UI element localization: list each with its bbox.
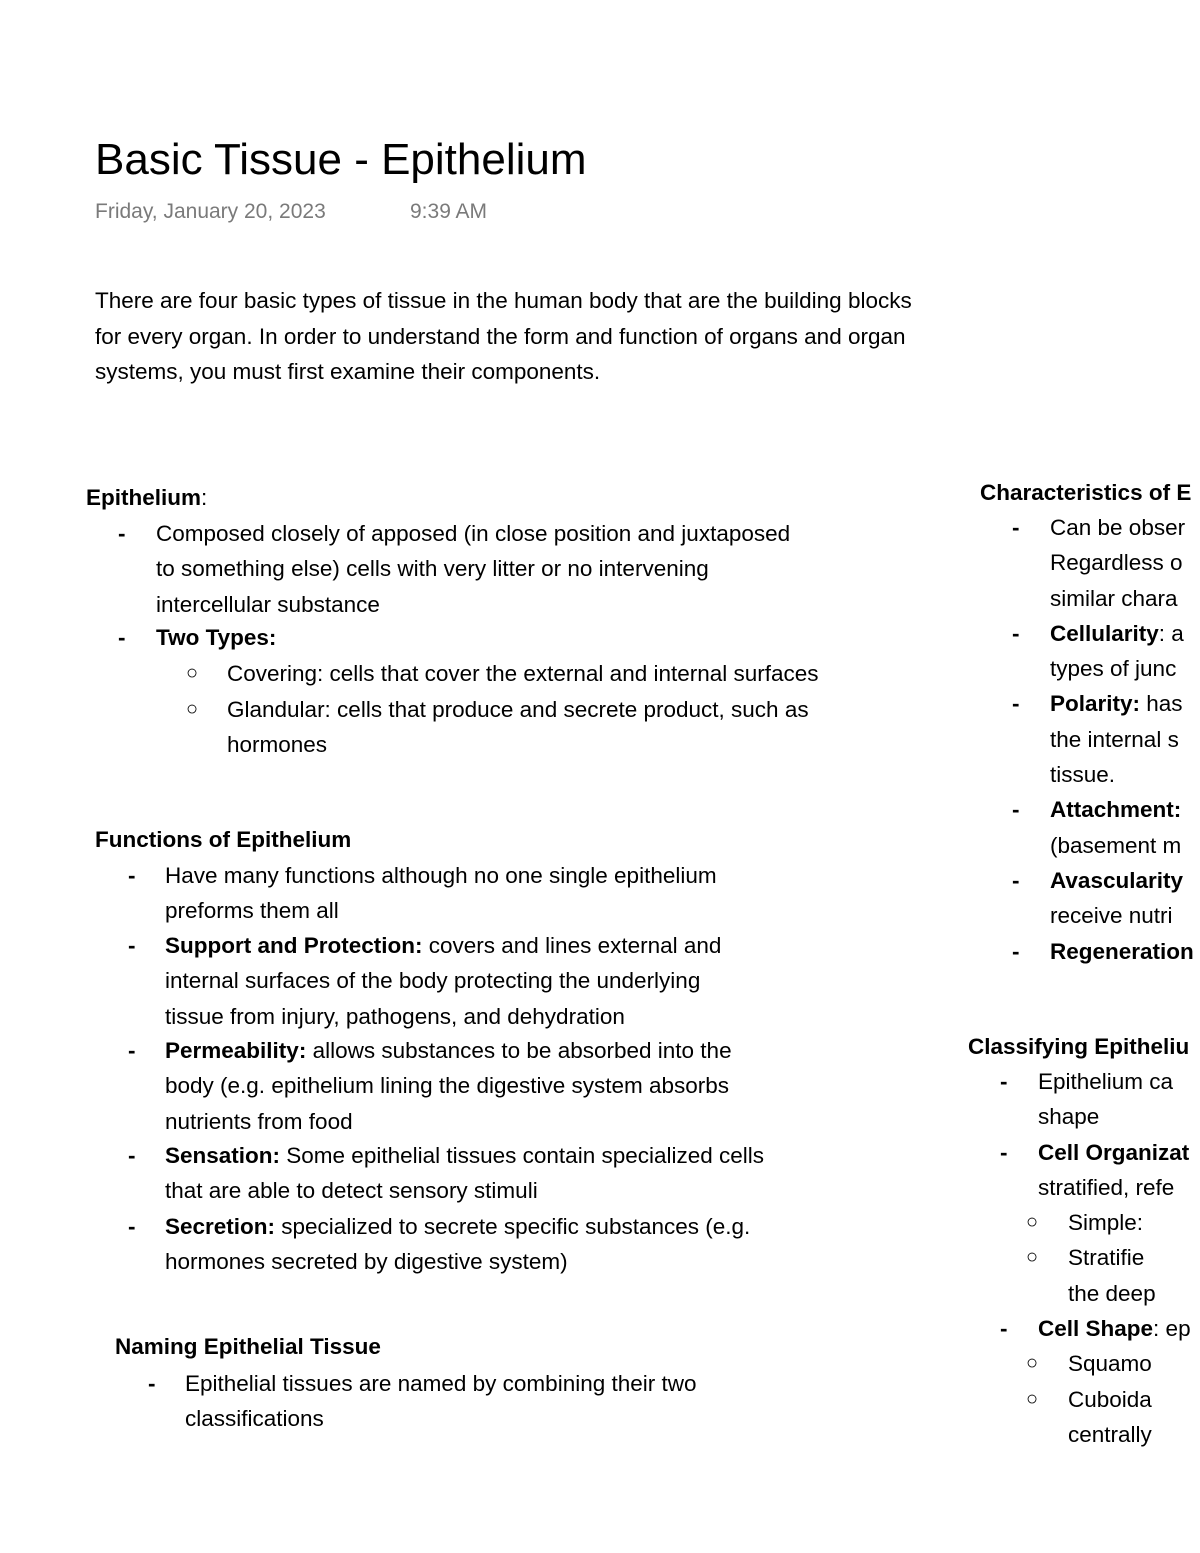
function-item: - Secretion: specialized to secrete specific substances (e.g. hormones secreted by digestive system) <box>128 1209 750 1280</box>
bullet-dash: - <box>128 933 136 958</box>
epithelium-item-2: - Two Types: <box>118 620 276 655</box>
bullet-dash: - <box>128 863 136 888</box>
bullet-dash: - <box>128 1214 136 1239</box>
intro-paragraph: There are four basic types of tissue in the human body that are the building blocks for every organ. In order to understand the form and function of organs and organ systems, you must first examine their components. <box>95 288 912 384</box>
function-item: - Support and Protection: covers and lines external and internal surfaces of the body protecting the underlying tissue from injury, pathogens, and dehydration <box>128 928 721 1034</box>
page-title: Basic Tissue - Epithelium <box>95 135 587 184</box>
bullet-dash: - <box>118 625 126 650</box>
epithelium-heading: Epithelium: <box>86 485 208 510</box>
naming-item: - Epithelial tissues are named by combining their two classifications <box>148 1366 697 1437</box>
function-item: - Have many functions although no one single epithelium preforms them all <box>128 858 717 929</box>
epithelium-item-1: - Composed closely of apposed (in close position and juxtaposed to something else) cells with very litter or no intervening intercellular substance <box>118 516 790 622</box>
classifying-list: - Epithelium ca shape - Cell Organizat stratified, refe ○ Simple: ○ Stratifie the deep - Cell Shape: ep ○ Squamo ○ Cuboida centrally <box>1000 1069 1191 1447</box>
bullet-dash: - <box>118 521 126 546</box>
page-date: Friday, January 20, 2023 <box>95 200 326 223</box>
classifying-heading: Classifying Epitheliu <box>968 1034 1190 1059</box>
characteristics-list: - Can be obser Regardless o similar chara - Cellularity: a types of junc - Polarity: has the internal s tissue. - Attachment: (basement m - Avascularity receive nutri - Regeneration <box>1012 515 1194 964</box>
page-time: 9:39 AM <box>410 200 488 223</box>
function-item: - Sensation: Some epithelial tissues contain specialized cells that are able to detect sensory stimuli <box>128 1138 764 1209</box>
functions-heading: Functions of Epithelium <box>95 827 352 852</box>
bullet-dash: - <box>128 1038 136 1063</box>
function-item: - Permeability: allows substances to be absorbed into the body (e.g. epithelium lining the digestive system absorbs nutrients from food <box>128 1033 732 1139</box>
type-glandular: ○ Glandular: cells that produce and secrete product, such as hormones <box>186 692 809 763</box>
characteristics-heading: Characteristics of E <box>980 480 1192 505</box>
bullet-circle-icon: ○ <box>186 698 199 720</box>
bullet-dash: - <box>148 1371 156 1396</box>
type-covering: ○ Covering: cells that cover the external and internal surfaces <box>186 656 819 691</box>
right-column <box>960 0 1200 1447</box>
bullet-dash: - <box>128 1143 136 1168</box>
bullet-circle-icon: ○ <box>186 662 199 684</box>
naming-heading: Naming Epithelial Tissue <box>115 1334 381 1359</box>
epithelium-section <box>86 480 207 515</box>
